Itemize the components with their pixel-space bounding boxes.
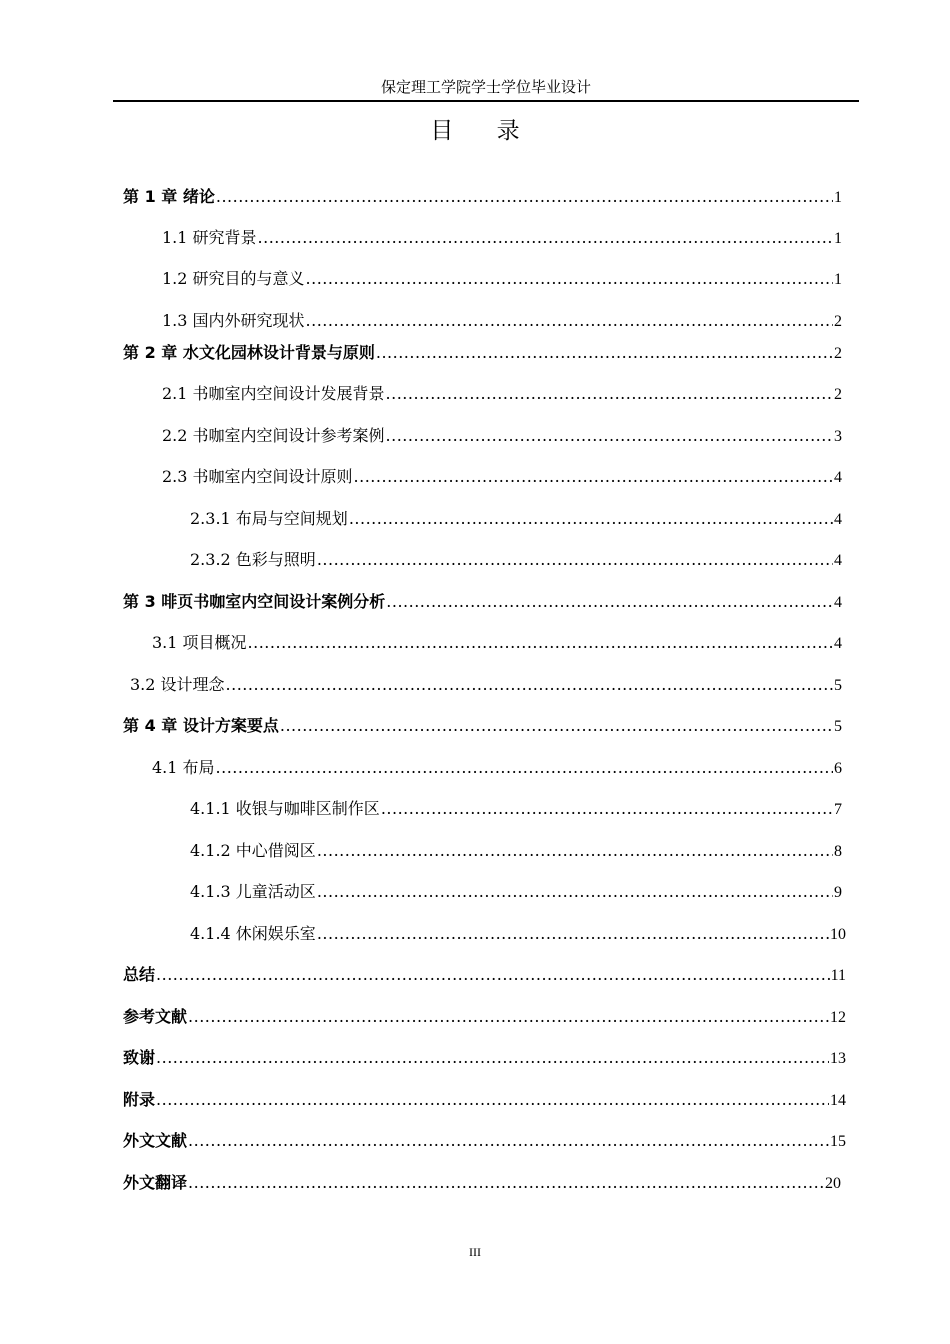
toc-entry-2-1[interactable] bbox=[162, 382, 842, 406]
toc-leader bbox=[258, 226, 833, 250]
toc-entry-page: 15 bbox=[830, 1133, 846, 1150]
toc-entry-label: 4.1.2 中心借阅区 bbox=[190, 841, 316, 860]
toc-leader bbox=[376, 341, 833, 365]
toc-entry-4-1-4[interactable] bbox=[190, 922, 846, 946]
toc-entry-label: 1.3 国内外研究现状 bbox=[162, 311, 305, 330]
toc-leader bbox=[226, 673, 833, 697]
toc-leader bbox=[156, 963, 830, 987]
toc-entry-page: 14 bbox=[830, 1092, 846, 1109]
toc-entry-foreign-translation[interactable] bbox=[123, 1171, 841, 1195]
toc-entry-1-1[interactable] bbox=[162, 226, 842, 250]
toc-entry-page: 1 bbox=[834, 230, 842, 247]
toc-entry-label: 4.1 布局 bbox=[152, 758, 215, 777]
toc-leader bbox=[386, 590, 833, 614]
toc-leader bbox=[354, 465, 833, 489]
toc-entry-label: 致谢 bbox=[123, 1048, 156, 1067]
header-rule bbox=[113, 100, 859, 102]
toc-leader bbox=[349, 507, 833, 531]
toc-leader bbox=[386, 382, 833, 406]
toc-entry-label: 第 1 章 绪论 bbox=[123, 187, 215, 206]
toc-entry-summary[interactable] bbox=[123, 963, 846, 987]
toc-entry-2-3[interactable] bbox=[162, 465, 842, 489]
toc-entry-ch3[interactable] bbox=[123, 590, 842, 614]
toc-leader bbox=[156, 1046, 829, 1070]
toc-entry-page: 9 bbox=[834, 884, 842, 901]
toc-leader bbox=[248, 631, 833, 655]
toc-entry-references[interactable] bbox=[123, 1005, 846, 1029]
toc-leader bbox=[216, 185, 833, 209]
toc-leader bbox=[317, 880, 833, 904]
toc-entry-page: 20 bbox=[825, 1175, 841, 1192]
toc-entry-label: 1.2 研究目的与意义 bbox=[162, 269, 305, 288]
toc-entry-page: 4 bbox=[834, 635, 842, 652]
toc-leader bbox=[188, 1005, 829, 1029]
toc-entry-label: 2.3.2 色彩与照明 bbox=[190, 550, 316, 569]
toc-entry-label: 4.1.3 儿童活动区 bbox=[190, 882, 316, 901]
toc-leader bbox=[188, 1129, 829, 1153]
toc-entry-label: 2.3 书咖室内空间设计原则 bbox=[162, 467, 353, 486]
toc-entry-label: 1.1 研究背景 bbox=[162, 228, 257, 247]
toc-entry-page: 5 bbox=[834, 677, 842, 694]
toc-entry-4-1[interactable] bbox=[152, 756, 842, 780]
toc-entry-page: 12 bbox=[830, 1009, 846, 1026]
toc-entry-label: 2.2 书咖室内空间设计参考案例 bbox=[162, 426, 385, 445]
toc-entry-page: 4 bbox=[834, 594, 842, 611]
toc-entry-2-3-2[interactable] bbox=[190, 548, 842, 572]
toc-entry-label: 外文翻译 bbox=[123, 1173, 188, 1192]
toc-leader bbox=[188, 1171, 824, 1195]
toc-entry-4-1-3[interactable] bbox=[190, 880, 842, 904]
toc-entry-page: 4 bbox=[834, 552, 842, 569]
toc-entry-3-2[interactable] bbox=[130, 673, 842, 697]
toc-leader bbox=[317, 548, 833, 572]
toc-entry-foreign-literature[interactable] bbox=[123, 1129, 846, 1153]
toc-entry-label: 外文文献 bbox=[123, 1131, 188, 1150]
toc-leader bbox=[306, 309, 833, 333]
toc-entry-page: 7 bbox=[834, 801, 842, 818]
toc-entry-3-1[interactable] bbox=[152, 631, 842, 655]
toc-entry-label: 参考文献 bbox=[123, 1007, 188, 1026]
toc-entry-2-3-1[interactable] bbox=[190, 507, 842, 531]
toc-leader bbox=[386, 424, 833, 448]
toc-entry-page: 4 bbox=[834, 511, 842, 528]
toc-entry-4-1-2[interactable] bbox=[190, 839, 842, 863]
page-number-footer: III bbox=[469, 1245, 481, 1259]
toc-entry-page: 1 bbox=[834, 189, 842, 206]
toc-entry-appendix[interactable] bbox=[123, 1088, 846, 1112]
toc-entry-1-2[interactable] bbox=[162, 267, 842, 291]
toc-entry-ch2[interactable] bbox=[123, 341, 842, 365]
toc-leader bbox=[216, 756, 833, 780]
page-header: 保定理工学院学士学位毕业设计 bbox=[380, 78, 591, 96]
toc-entry-acknowledgements[interactable] bbox=[123, 1046, 846, 1070]
toc-leader bbox=[317, 922, 829, 946]
toc-entry-page: 10 bbox=[830, 926, 846, 943]
toc-entry-page: 3 bbox=[834, 428, 842, 445]
toc-entry-label: 总结 bbox=[123, 965, 156, 984]
toc-entry-page: 13 bbox=[830, 1050, 846, 1067]
toc-entry-2-2[interactable] bbox=[162, 424, 842, 448]
toc-leader bbox=[306, 267, 833, 291]
toc-entry-page: 4 bbox=[834, 469, 842, 486]
toc-entry-page: 2 bbox=[834, 345, 842, 362]
toc-entry-label: 3.2 设计理念 bbox=[130, 675, 225, 694]
toc-entry-1-3[interactable] bbox=[162, 309, 842, 333]
toc-entry-page: 8 bbox=[834, 843, 842, 860]
toc-entry-label: 第 4 章 设计方案要点 bbox=[123, 716, 279, 735]
toc-leader bbox=[280, 714, 833, 738]
toc-entry-ch1[interactable] bbox=[123, 185, 842, 209]
toc-entry-page: 2 bbox=[834, 386, 842, 403]
toc-entry-page: 5 bbox=[834, 718, 842, 735]
toc-entry-label: 3.1 项目概况 bbox=[152, 633, 247, 652]
toc-entry-page: 1 bbox=[834, 271, 842, 288]
toc-entry-4-1-1[interactable] bbox=[190, 797, 842, 821]
toc-entry-page: 2 bbox=[834, 313, 842, 330]
toc-entry-label: 第 2 章 水文化园林设计背景与原则 bbox=[123, 343, 375, 362]
toc-entry-label: 第 3 啡页书咖室内空间设计案例分析 bbox=[123, 592, 386, 611]
toc-entry-label: 4.1.4 休闲娱乐室 bbox=[190, 924, 316, 943]
toc-leader bbox=[156, 1088, 829, 1112]
toc-entry-label: 附录 bbox=[123, 1090, 156, 1109]
toc-entry-page: 6 bbox=[834, 760, 842, 777]
toc-title: 目 录 bbox=[430, 118, 538, 144]
toc-leader bbox=[381, 797, 833, 821]
toc-leader bbox=[317, 839, 833, 863]
toc-entry-label: 2.1 书咖室内空间设计发展背景 bbox=[162, 384, 385, 403]
toc-entry-label: 4.1.1 收银与咖啡区制作区 bbox=[190, 799, 380, 818]
toc-entry-label: 2.3.1 布局与空间规划 bbox=[190, 509, 348, 528]
toc-entry-page: 11 bbox=[830, 967, 846, 984]
toc-entry-ch4[interactable] bbox=[123, 714, 842, 738]
